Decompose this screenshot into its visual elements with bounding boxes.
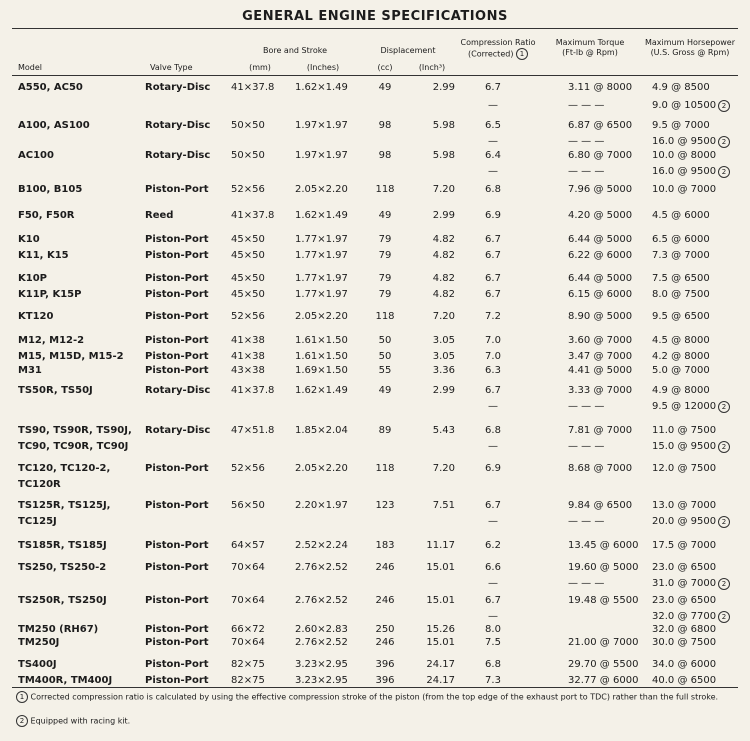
racing-kit-marker [718,166,730,179]
header-compression-text: Compression Ratio (Corrected) [460,38,536,59]
disp-cc-cell: 49 [378,210,392,221]
compression-ratio-cell: 6.7 [485,234,501,245]
max-torque-cell: 3.33 @ 7000 [568,385,633,396]
header-torque-unit: (Ft-lb @ Rpm) [562,48,618,57]
valve-type-cell: Piston-Port [145,540,209,551]
valve-type-cell: Rotary-Disc [145,385,211,396]
model-cell: TC125J [18,516,57,527]
max-horsepower-cell: 4.5 @ 8000 [652,335,710,346]
racing-kit-marker [718,611,730,624]
max-horsepower-cell: 4.2 @ 8000 [652,351,710,362]
valve-type-cell: Piston-Port [145,675,209,686]
max-torque-cell: 7.81 @ 7000 [568,425,633,436]
max-torque-cell: 9.84 @ 6500 [568,500,633,511]
valve-type-cell: Piston-Port [145,365,209,376]
valve-type-cell: Piston-Port [145,234,209,245]
header-disp-in3: (Inch³) [418,63,446,72]
bore-mm-cell: 66×72 [231,624,265,635]
disp-in3-cell: 3.36 [432,365,455,376]
model-cell: TM400R, TM400J [18,675,113,686]
bore-inches-cell: 2.05×2.20 [295,311,348,322]
bore-mm-cell: 52×56 [231,463,265,474]
max-torque-cell: — — — [568,166,605,177]
header-disp-cc: (cc) [377,63,393,72]
valve-type-cell: Piston-Port [145,250,209,261]
footnote-1-text: Corrected compression ratio is calculated by using the effective compression stroke of the piston (from the top edge of the exhaust port to TDC) rather than the full stroke. [30,692,719,702]
disp-cc-cell: 49 [378,385,392,396]
compression-ratio-cell: — [488,401,498,412]
header-horsepower [640,38,740,58]
disp-cc-cell: 50 [378,351,392,362]
bore-mm-cell: 41×38 [231,335,265,346]
max-torque-cell: 6.15 @ 6000 [568,289,633,300]
max-torque-cell: 6.22 @ 6000 [568,250,633,261]
max-torque-cell: — — — [568,100,605,111]
valve-type-cell: Piston-Port [145,562,209,573]
disp-cc-cell: 79 [378,234,392,245]
compression-ratio-cell: 6.7 [485,273,501,284]
compression-ratio-cell: 6.7 [485,289,501,300]
valve-type-cell: Reed [145,210,174,221]
max-torque-cell: 3.11 @ 8000 [568,82,633,93]
max-torque-cell: — — — [568,136,605,147]
bore-mm-cell: 41×37.8 [231,82,275,93]
model-cell: F50, F50R [18,210,75,221]
disp-cc-cell: 50 [378,335,392,346]
max-torque-cell: 6.44 @ 5000 [568,273,633,284]
bore-inches-cell: 1.77×1.97 [295,250,348,261]
model-cell: K10P [18,273,47,284]
bore-inches-cell: 2.05×2.20 [295,184,348,195]
bore-inches-cell: 1.62×1.49 [295,82,348,93]
max-horsepower-cell: 13.0 @ 7000 [652,500,717,511]
racing-kit-marker [718,516,730,529]
disp-cc-cell: 49 [378,82,392,93]
max-horsepower-cell: 7.5 @ 6500 [652,273,710,284]
bore-mm-cell: 41×37.8 [231,385,275,396]
valve-type-cell: Piston-Port [145,289,209,300]
max-torque-cell: 21.00 @ 7000 [568,637,639,648]
racing-kit-marker-number: 2 [718,136,730,148]
max-horsepower-cell: 23.0 @ 6500 [652,595,717,606]
bore-mm-cell: 70×64 [231,595,265,606]
racing-kit-marker-number: 2 [718,611,730,623]
disp-cc-cell: 183 [375,540,395,551]
bore-inches-cell: 1.85×2.04 [295,425,348,436]
bore-mm-cell: 41×38 [231,351,265,362]
max-horsepower-cell: 12.0 @ 7500 [652,463,717,474]
disp-cc-cell: 246 [375,637,395,648]
model-cell: TM250J [18,637,60,648]
model-cell: K10 [18,234,40,245]
compression-ratio-cell: 6.3 [485,365,501,376]
disp-in3-cell: 4.82 [432,250,455,261]
bore-inches-cell: 2.76×2.52 [295,595,348,606]
max-horsepower-cell: 16.0 @ 9500 [652,136,717,147]
disp-in3-cell: 3.05 [432,335,455,346]
valve-type-cell: Piston-Port [145,659,209,670]
disp-cc-cell: 396 [375,675,395,686]
max-horsepower-cell: 9.5 @ 6500 [652,311,710,322]
valve-type-cell: Piston-Port [145,311,209,322]
bore-inches-cell: 2.76×2.52 [295,637,348,648]
disp-cc-cell: 98 [378,150,392,161]
valve-type-cell: Piston-Port [145,463,209,474]
disp-in3-cell: 4.82 [432,234,455,245]
disp-cc-cell: 250 [375,624,395,635]
disp-in3-cell: 5.43 [432,425,455,436]
max-horsepower-cell: 9.0 @ 10500 [652,100,717,111]
compression-ratio-cell: 6.5 [485,120,501,131]
disp-cc-cell: 79 [378,289,392,300]
compression-ratio-cell: 7.3 [485,675,501,686]
bore-inches-cell: 1.61×1.50 [295,335,348,346]
disp-cc-cell: 55 [378,365,392,376]
bore-mm-cell: 82×75 [231,675,265,686]
disp-in3-cell: 2.99 [432,210,455,221]
max-horsepower-cell: 31.0 @ 7000 [652,578,717,589]
max-horsepower-cell: 8.0 @ 7500 [652,289,710,300]
disp-cc-cell: 89 [378,425,392,436]
disp-in3-cell: 15.26 [426,624,455,635]
bore-mm-cell: 50×50 [231,120,265,131]
header-model: Model [18,63,43,72]
bore-mm-cell: 50×50 [231,150,265,161]
footnote-2-text: Equipped with racing kit. [30,716,131,726]
disp-cc-cell: 118 [375,463,395,474]
racing-kit-marker [718,100,730,113]
footer-rule [12,687,738,688]
disp-cc-cell: 79 [378,250,392,261]
max-torque-cell: 6.44 @ 5000 [568,234,633,245]
footnote-2 [16,715,740,727]
model-cell: K11P, K15P [18,289,82,300]
bore-inches-cell: 3.23×2.95 [295,675,348,686]
max-horsepower-cell: 15.0 @ 9500 [652,441,717,452]
bore-inches-cell: 2.60×2.83 [295,624,348,635]
compression-ratio-cell: 6.8 [485,659,501,670]
bore-inches-cell: 2.52×2.24 [295,540,348,551]
compression-ratio-cell: 6.6 [485,562,501,573]
disp-in3-cell: 7.20 [432,463,455,474]
disp-in3-cell: 15.01 [426,637,455,648]
compression-ratio-cell: 6.8 [485,425,501,436]
model-cell: K11, K15 [18,250,69,261]
max-horsepower-cell: 17.5 @ 7000 [652,540,717,551]
header-hp-unit: (U.S. Gross @ Rpm) [650,48,730,57]
bore-inches-cell: 1.97×1.97 [295,120,348,131]
compression-ratio-cell: 7.0 [485,335,501,346]
max-horsepower-cell: 4.9 @ 8000 [652,385,710,396]
compression-ratio-cell: 6.9 [485,463,501,474]
max-torque-cell: 8.90 @ 5000 [568,311,633,322]
disp-cc-cell: 118 [375,184,395,195]
model-cell: A100, AS100 [18,120,90,131]
max-torque-cell: 19.48 @ 5500 [568,595,639,606]
model-cell: B100, B105 [18,184,83,195]
header-displacement: Displacement [380,46,436,55]
model-cell: TM250 (RH67) [18,624,99,635]
racing-kit-marker [718,401,730,414]
compression-ratio-cell: 7.2 [485,311,501,322]
max-torque-cell: 6.87 @ 6500 [568,120,633,131]
disp-cc-cell: 123 [375,500,395,511]
bore-inches-cell: 1.77×1.97 [295,273,348,284]
compression-ratio-cell: 6.8 [485,184,501,195]
compression-ratio-cell: — [488,441,498,452]
max-horsepower-cell: 4.9 @ 8500 [652,82,710,93]
disp-in3-cell: 2.99 [432,385,455,396]
max-horsepower-cell: 30.0 @ 7500 [652,637,717,648]
disp-cc-cell: 98 [378,120,392,131]
max-torque-cell: 32.77 @ 6000 [568,675,639,686]
valve-type-cell: Piston-Port [145,500,209,511]
model-cell: TS400J [18,659,57,670]
disp-in3-cell: 7.51 [432,500,455,511]
disp-in3-cell: 3.05 [432,351,455,362]
header-valve-type: Valve Type [150,63,193,72]
page-title: GENERAL ENGINE SPECIFICATIONS [242,9,508,24]
racing-kit-marker-number: 2 [718,401,730,413]
bore-mm-cell: 43×38 [231,365,265,376]
compression-ratio-cell: 6.7 [485,500,501,511]
max-torque-cell: — — — [568,401,605,412]
compression-ratio-cell: — [488,578,498,589]
valve-type-cell: Piston-Port [145,335,209,346]
compression-ratio-cell: 6.7 [485,250,501,261]
model-cell: TC120R [18,479,61,490]
disp-in3-cell: 5.98 [432,120,455,131]
max-horsepower-cell: 11.0 @ 7500 [652,425,717,436]
max-horsepower-cell: 20.0 @ 9500 [652,516,717,527]
max-torque-cell: 3.47 @ 7000 [568,351,633,362]
header-rule [12,75,738,76]
max-torque-cell: 8.68 @ 7000 [568,463,633,474]
racing-kit-marker-number: 2 [718,100,730,112]
model-cell: TS90, TS90R, TS90J, [18,425,132,436]
bore-mm-cell: 82×75 [231,659,265,670]
valve-type-cell: Piston-Port [145,273,209,284]
header-bore-mm: (mm) [249,63,271,72]
racing-kit-marker [718,578,730,591]
bore-inches-cell: 1.61×1.50 [295,351,348,362]
valve-type-cell: Rotary-Disc [145,425,211,436]
compression-ratio-cell: — [488,516,498,527]
valve-type-cell: Piston-Port [145,184,209,195]
racing-kit-marker-number: 2 [718,441,730,453]
compression-ratio-cell: 6.7 [485,82,501,93]
bore-inches-cell: 2.20×1.97 [295,500,348,511]
bore-mm-cell: 47×51.8 [231,425,275,436]
max-horsepower-cell: 7.3 @ 7000 [652,250,710,261]
disp-cc-cell: 118 [375,311,395,322]
valve-type-cell: Piston-Port [145,595,209,606]
disp-cc-cell: 246 [375,562,395,573]
bore-inches-cell: 1.62×1.49 [295,385,348,396]
disp-in3-cell: 2.99 [432,82,455,93]
max-horsepower-cell: 6.5 @ 6000 [652,234,710,245]
max-horsepower-cell: 34.0 @ 6000 [652,659,717,670]
bore-mm-cell: 45×50 [231,289,265,300]
bore-mm-cell: 52×56 [231,184,265,195]
compression-ratio-cell: — [488,136,498,147]
model-cell: TS50R, TS50J [18,385,93,396]
valve-type-cell: Piston-Port [145,624,209,635]
disp-cc-cell: 246 [375,595,395,606]
bore-inches-cell: 1.77×1.97 [295,289,348,300]
model-cell: TC90, TC90R, TC90J [18,441,129,452]
model-cell: M15, M15D, M15-2 [18,351,124,362]
bore-inches-cell: 1.69×1.50 [295,365,348,376]
disp-in3-cell: 24.17 [426,675,455,686]
disp-in3-cell: 24.17 [426,659,455,670]
max-horsepower-cell: 40.0 @ 6500 [652,675,717,686]
compression-ratio-cell: 6.7 [485,595,501,606]
bore-mm-cell: 45×50 [231,273,265,284]
max-horsepower-cell: 32.0 @ 7700 [652,611,717,622]
disp-in3-cell: 11.17 [426,540,455,551]
model-cell: TS250R, TS250J [18,595,107,606]
header-bore-stroke: Bore and Stroke [262,46,328,55]
model-cell: TS125R, TS125J, [18,500,111,511]
footnote-1-marker: 1 [516,48,528,60]
bore-mm-cell: 70×64 [231,637,265,648]
max-horsepower-cell: 23.0 @ 6500 [652,562,717,573]
footnote-2-marker: 2 [16,715,28,727]
header-compression [460,38,536,60]
footnote-1-marker: 1 [16,691,28,703]
bore-mm-cell: 45×50 [231,234,265,245]
max-horsepower-cell: 5.0 @ 7000 [652,365,710,376]
footnote-1 [16,691,740,703]
bore-mm-cell: 41×37.8 [231,210,275,221]
bore-mm-cell: 52×56 [231,311,265,322]
model-cell: TC120, TC120-2, [18,463,111,474]
bore-inches-cell: 1.77×1.97 [295,234,348,245]
compression-ratio-cell: 6.4 [485,150,501,161]
compression-ratio-cell: — [488,611,498,622]
disp-cc-cell: 396 [375,659,395,670]
bore-mm-cell: 70×64 [231,562,265,573]
valve-type-cell: Rotary-Disc [145,150,211,161]
max-torque-cell: — — — [568,516,605,527]
max-horsepower-cell: 32.0 @ 6800 [652,624,717,635]
model-cell: M31 [18,365,42,376]
valve-type-cell: Rotary-Disc [145,82,211,93]
max-torque-cell: 29.70 @ 5500 [568,659,639,670]
compression-ratio-cell: 7.0 [485,351,501,362]
max-horsepower-cell: 9.5 @ 7000 [652,120,710,131]
max-horsepower-cell: 16.0 @ 9500 [652,166,717,177]
racing-kit-marker-number: 2 [718,516,730,528]
max-horsepower-cell: 4.5 @ 6000 [652,210,710,221]
max-torque-cell: 7.96 @ 5000 [568,184,633,195]
header-torque [550,38,630,58]
compression-ratio-cell: — [488,100,498,111]
bore-mm-cell: 45×50 [231,250,265,261]
header-hp-label: Maximum Horsepower [645,38,735,47]
racing-kit-marker-number: 2 [718,166,730,178]
disp-in3-cell: 7.20 [432,184,455,195]
title-rule [12,28,738,29]
max-torque-cell: 13.45 @ 6000 [568,540,639,551]
disp-in3-cell: 7.20 [432,311,455,322]
bore-inches-cell: 1.97×1.97 [295,150,348,161]
compression-ratio-cell: 6.7 [485,385,501,396]
model-cell: TS185R, TS185J [18,540,107,551]
header-bore-inches: (Inches) [306,63,340,72]
compression-ratio-cell: — [488,166,498,177]
disp-in3-cell: 4.82 [432,289,455,300]
model-cell: A550, AC50 [18,82,83,93]
max-torque-cell: 6.80 @ 7000 [568,150,633,161]
compression-ratio-cell: 7.5 [485,637,501,648]
bore-mm-cell: 64×57 [231,540,265,551]
bore-inches-cell: 3.23×2.95 [295,659,348,670]
disp-cc-cell: 79 [378,273,392,284]
max-torque-cell: 3.60 @ 7000 [568,335,633,346]
compression-ratio-cell: 6.9 [485,210,501,221]
header-torque-label: Maximum Torque [555,38,625,47]
model-cell: KT120 [18,311,54,322]
valve-type-cell: Piston-Port [145,637,209,648]
disp-in3-cell: 4.82 [432,273,455,284]
compression-ratio-cell: 8.0 [485,624,501,635]
bore-inches-cell: 2.76×2.52 [295,562,348,573]
bore-mm-cell: 56×50 [231,500,265,511]
model-cell: AC100 [18,150,54,161]
model-cell: M12, M12-2 [18,335,85,346]
max-torque-cell: — — — [568,578,605,589]
model-cell: TS250, TS250-2 [18,562,107,573]
compression-ratio-cell: 6.2 [485,540,501,551]
bore-inches-cell: 2.05×2.20 [295,463,348,474]
max-torque-cell: — — — [568,441,605,452]
bore-inches-cell: 1.62×1.49 [295,210,348,221]
disp-in3-cell: 5.98 [432,150,455,161]
max-torque-cell: 4.20 @ 5000 [568,210,633,221]
max-horsepower-cell: 9.5 @ 12000 [652,401,717,412]
racing-kit-marker-number: 2 [718,578,730,590]
racing-kit-marker [718,441,730,454]
max-torque-cell: 19.60 @ 5000 [568,562,639,573]
racing-kit-marker [718,136,730,149]
disp-in3-cell: 15.01 [426,562,455,573]
valve-type-cell: Piston-Port [145,351,209,362]
valve-type-cell: Rotary-Disc [145,120,211,131]
disp-in3-cell: 15.01 [426,595,455,606]
max-horsepower-cell: 10.0 @ 8000 [652,150,717,161]
max-torque-cell: 4.41 @ 5000 [568,365,633,376]
max-horsepower-cell: 10.0 @ 7000 [652,184,717,195]
